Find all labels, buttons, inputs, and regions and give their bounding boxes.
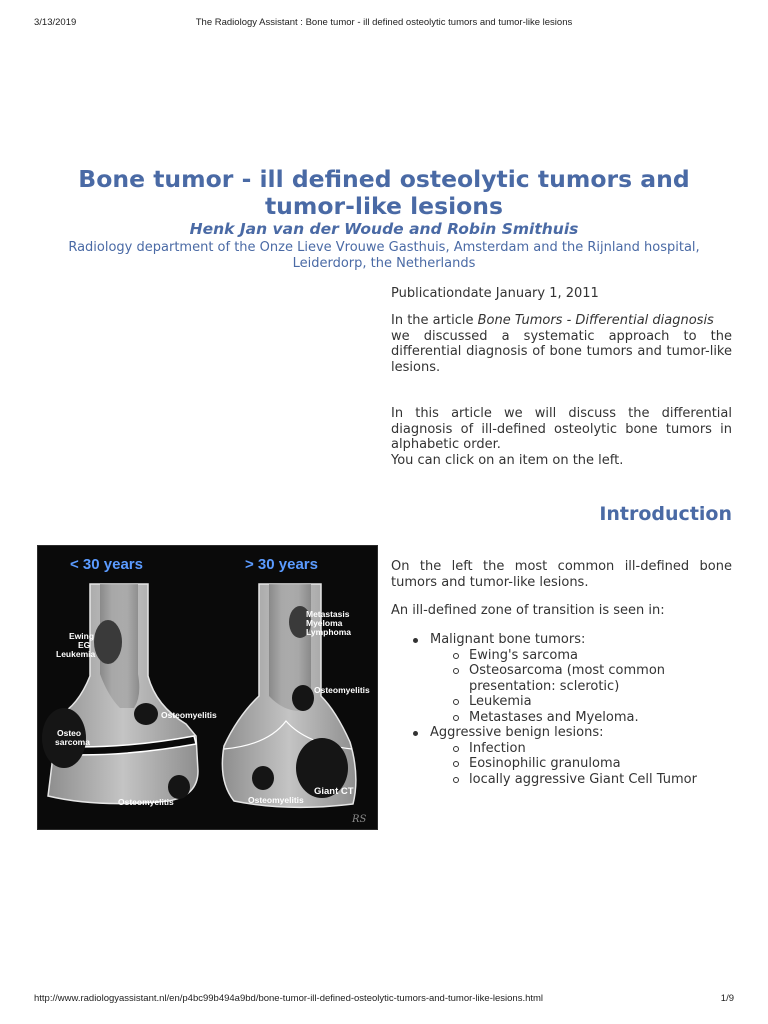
group-items xyxy=(430,648,732,726)
label-osteomyelitis-right-upper: Osteomyelitis xyxy=(314,685,370,695)
print-url: http://www.radiologyassistant.nl/en/p4bc99b494a9bd/bone-tumor-ill-defined-osteolytic-tumors-and-tumor-like-lesions.html xyxy=(34,993,544,1004)
label-osteomyelitis-left-upper: Osteomyelitis xyxy=(161,710,217,720)
list-item: Osteosarcoma (most common presentation: sclerotic) xyxy=(430,663,732,694)
label-lymphoma: Lymphoma xyxy=(306,627,352,637)
bone-diagram xyxy=(38,546,378,830)
intro-paragraph-2 xyxy=(391,406,732,468)
figure-heading-over-30: > 30 years xyxy=(245,556,318,573)
group-label: Aggressive benign lesions: xyxy=(430,725,604,740)
right-lesion-osteomyelitis-lower xyxy=(252,766,274,790)
intro-2a: In this article we will discuss the differential diagnosis of ill-defined osteolytic bone tumors in alphabetic order. xyxy=(391,406,732,452)
intro-paragraph-1 xyxy=(391,313,732,375)
label-osteomyelitis-right-lower: Osteomyelitis xyxy=(248,795,304,805)
left-lesion-osteomyelitis-upper xyxy=(134,703,158,725)
print-page-number: 1/9 xyxy=(720,993,734,1004)
article-authors: Henk Jan van der Woude and Robin Smithuis xyxy=(189,220,579,238)
figure-logo: RS xyxy=(352,814,367,825)
group-label: Malignant bone tumors: xyxy=(430,632,586,647)
label-eg: EG xyxy=(78,640,91,650)
introduction-paragraph-1: On the left the most common ill-defined bone tumors and tumor-like lesions. xyxy=(391,559,732,590)
left-lesion-osteomyelitis-lower xyxy=(168,775,190,799)
label-myeloma: Myeloma xyxy=(306,618,343,628)
list-item: Ewing's sarcoma xyxy=(430,648,732,664)
intro-prefix: In the article xyxy=(391,313,478,328)
print-footer xyxy=(0,993,768,1007)
label-sarcoma: sarcoma xyxy=(55,737,90,747)
label-ewing: Ewing xyxy=(69,631,95,641)
left-lesion-ewing xyxy=(94,620,122,664)
label-giant-ct: Giant CT xyxy=(314,786,354,797)
list-item: Leukemia xyxy=(430,694,732,710)
list-item: Infection xyxy=(430,741,732,757)
print-date: 3/13/2019 xyxy=(34,17,77,28)
article-affiliation: Radiology department of the Onze Lieve Vrouwe Gasthuis, Amsterdam and the Rijnland hospital, Leiderdorp, the Netherlands xyxy=(68,240,700,271)
introduction-paragraph-2: An ill-defined zone of transition is seen in: xyxy=(391,603,665,618)
article-title: Bone tumor - ill defined osteolytic tumors and tumor-like lesions xyxy=(78,165,690,220)
print-title: The Radiology Assistant : Bone tumor - ill defined osteolytic tumors and tumor-like lesions xyxy=(195,17,573,28)
intro-2b: You can click on an item on the left. xyxy=(391,452,624,468)
list-item: Metastases and Myeloma. xyxy=(430,710,732,726)
label-osteo: Osteo xyxy=(57,728,82,738)
introduction-heading: Introduction xyxy=(599,503,732,525)
figure-heading-under-30: < 30 years xyxy=(70,556,143,573)
list-item: Eosinophilic granuloma xyxy=(430,756,732,772)
intro-article-link[interactable]: Bone Tumors - Differential diagnosis xyxy=(477,313,714,328)
group-items xyxy=(430,741,732,788)
label-leukemia: Leukemia xyxy=(56,649,96,659)
group-aggressive-benign xyxy=(391,725,732,787)
left-bone xyxy=(42,584,198,804)
bone-tumor-figure xyxy=(37,545,378,830)
list-item: locally aggressive Giant Cell Tumor xyxy=(430,772,732,788)
right-lesion-osteomyelitis-upper xyxy=(292,685,314,711)
label-osteomyelitis-left-lower: Osteomyelitis xyxy=(118,797,174,807)
intro-rest: we discussed a systematic approach to the differential diagnosis of bone tumors and tumor-like lesions. xyxy=(391,328,732,375)
lesion-groups xyxy=(391,632,732,787)
publication-date: Publicationdate January 1, 2011 xyxy=(391,286,599,301)
lesion-list xyxy=(391,632,732,787)
group-malignant xyxy=(391,632,732,725)
print-header xyxy=(0,17,768,31)
label-metastasis: Metastasis xyxy=(306,609,350,619)
